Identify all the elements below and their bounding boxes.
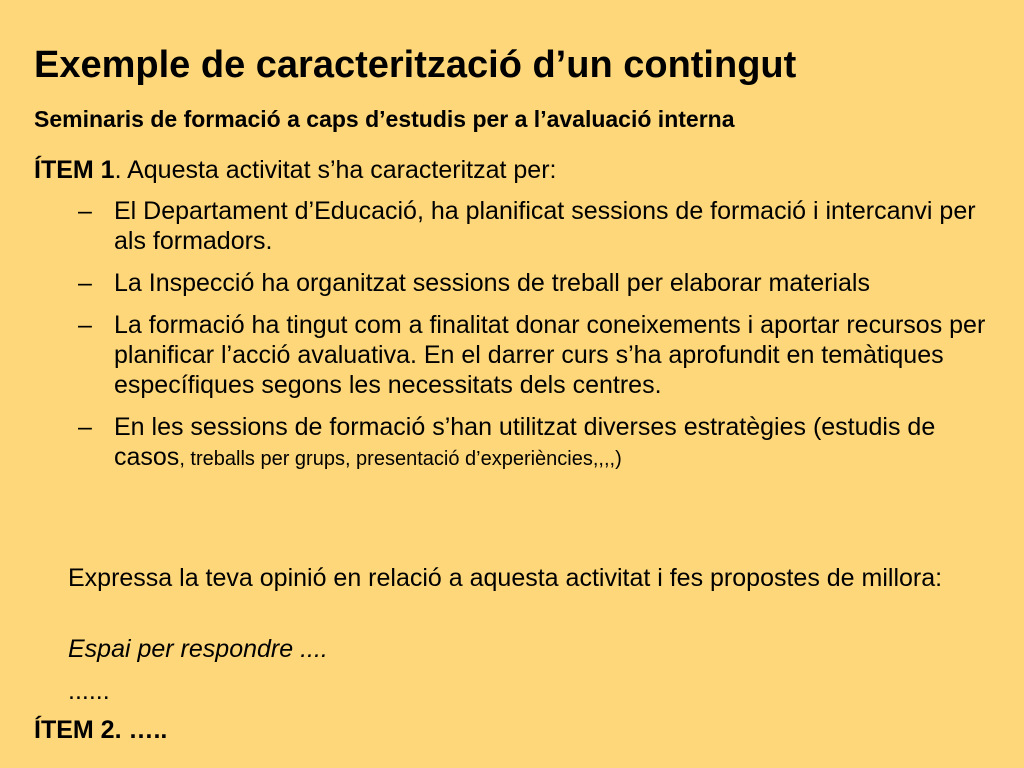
- bullet-list: [78, 196, 1008, 486]
- answer-space: Espai per respondre ....: [68, 635, 328, 663]
- opinion-prompt: Expressa la teva opinió en relació a aquesta activitat i fes propostes de millora:: [68, 564, 943, 592]
- bullet-text: En les sessions de formació s’han utilitzat diverses estratègies (estudis de casos: [114, 413, 936, 471]
- item1-text: . Aquesta activitat s’ha caracteritzat per:: [114, 156, 557, 184]
- item1-heading: [34, 155, 556, 185]
- bullet-dash: –: [78, 413, 92, 441]
- bullet-text: La Inspecció ha organitzat sessions de treball per elaborar materials: [114, 269, 870, 297]
- bullet-dash: –: [78, 269, 92, 297]
- item1-label: ÍTEM 1: [34, 156, 115, 184]
- answer-dots: ......: [68, 677, 110, 705]
- bullet-item: [78, 196, 1008, 256]
- bullet-item: [78, 310, 1008, 400]
- bullet-dash: –: [78, 311, 92, 339]
- slide-title: Exemple de caracterització d’un contingut: [34, 44, 797, 86]
- bullet-item: [78, 412, 1008, 474]
- bullet-text-small: , treballs per grups, presentació d’experiències,,,,): [179, 448, 622, 470]
- item2-heading: ÍTEM 2. …..: [34, 716, 168, 744]
- bullet-text: El Departament d’Educació, ha planificat sessions de formació i intercanvi per als formadors.: [114, 197, 976, 255]
- slide-subtitle: Seminaris de formació a caps d’estudis per a l’avaluació interna: [34, 106, 735, 132]
- bullet-text: La formació ha tingut com a finalitat donar coneixements i aportar recursos per planificar l’acció avaluativa. En el darrer curs s’ha aprofundit en temàtiques específiques segons les necessitats dels centres.: [114, 311, 986, 399]
- bullet-item: [78, 268, 1008, 298]
- bullet-dash: –: [78, 197, 92, 225]
